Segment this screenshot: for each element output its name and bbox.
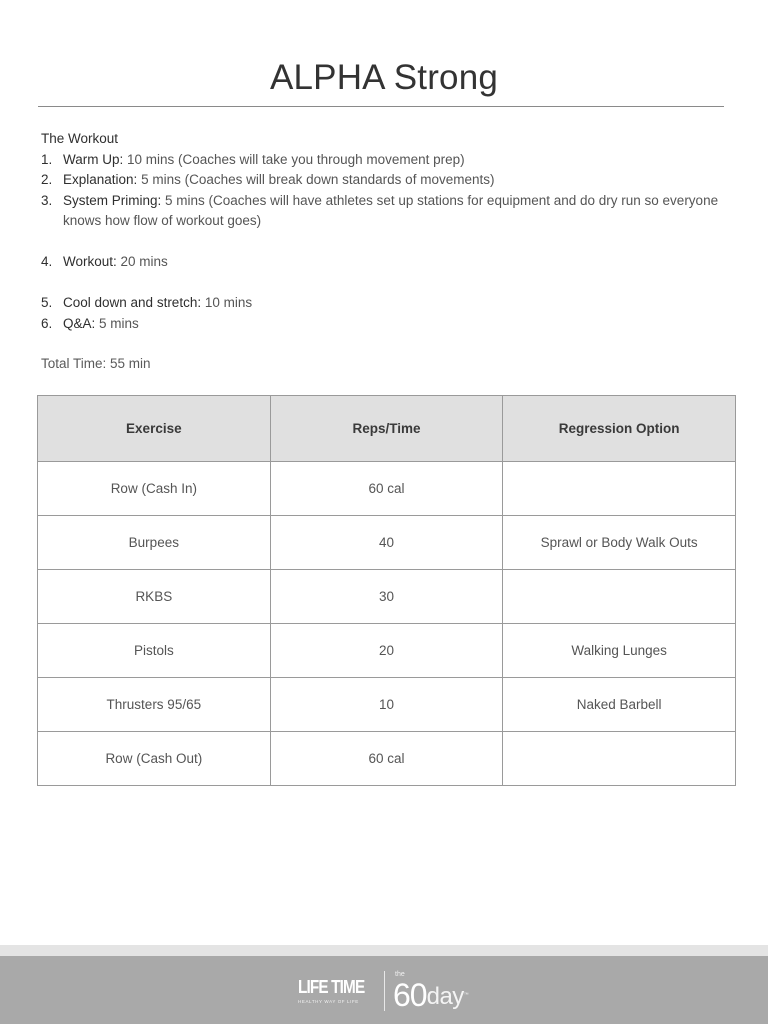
regression-cell bbox=[503, 570, 736, 624]
step-text: 5 mins bbox=[95, 315, 139, 331]
exercise-cell: Row (Cash In) bbox=[38, 462, 271, 516]
reps-time-cell: 60 cal bbox=[270, 462, 503, 516]
regression-cell: Sprawl or Body Walk Outs bbox=[503, 516, 736, 570]
step-number: 1. bbox=[41, 151, 53, 167]
column-header-exercise: Exercise bbox=[38, 396, 271, 462]
table-row bbox=[38, 516, 736, 570]
step-label: Explanation: bbox=[63, 172, 138, 187]
step-body bbox=[63, 150, 731, 171]
step-label: Q&A: bbox=[63, 315, 96, 331]
title-divider bbox=[38, 106, 724, 107]
step-body bbox=[63, 252, 731, 273]
workout-step bbox=[41, 314, 731, 335]
brand-name: LIFE TIME bbox=[298, 977, 365, 997]
footer-band bbox=[0, 945, 768, 956]
regression-cell bbox=[503, 462, 736, 516]
sixty-day-logo bbox=[385, 970, 469, 1012]
column-header-reps-time: Reps/Time bbox=[270, 396, 503, 462]
step-body bbox=[63, 170, 731, 191]
page-title: ALPHA Strong bbox=[269, 58, 499, 97]
lifetime-logo bbox=[298, 978, 384, 1004]
exercise-cell: Burpees bbox=[38, 516, 271, 570]
step-label: Warm Up: bbox=[63, 151, 124, 167]
table-row bbox=[38, 732, 736, 786]
regression-cell: Naked Barbell bbox=[503, 678, 736, 732]
table-row bbox=[38, 624, 736, 678]
step-body bbox=[63, 191, 731, 232]
step-number: 5. bbox=[41, 295, 53, 310]
step-text: 20 mins bbox=[116, 254, 168, 269]
table-header-row bbox=[38, 396, 736, 462]
workout-step bbox=[41, 191, 731, 232]
step-number: 6. bbox=[41, 315, 53, 331]
step-body bbox=[63, 314, 731, 335]
exercise-cell: Pistols bbox=[38, 624, 271, 678]
step-label: Workout: bbox=[63, 254, 117, 269]
total-time: Total Time: 55 min bbox=[41, 356, 151, 371]
regression-cell bbox=[503, 732, 736, 786]
workout-step bbox=[41, 150, 731, 171]
workout-heading: The Workout bbox=[41, 131, 119, 146]
step-text: 10 mins bbox=[201, 295, 253, 310]
reps-time-cell: 30 bbox=[270, 570, 503, 624]
reps-time-cell: 10 bbox=[270, 678, 503, 732]
step-text: 5 mins (Coaches will have athletes set up stations for equipment and do dry run so everyone knows how flow of workout goes) bbox=[63, 192, 719, 228]
exercise-table bbox=[37, 395, 736, 786]
column-header-regression-option: Regression Option bbox=[503, 396, 736, 462]
footer-logos bbox=[298, 970, 469, 1012]
list-spacer bbox=[41, 273, 731, 294]
trademark-mark: ™ bbox=[463, 992, 469, 998]
step-number: 2. bbox=[41, 172, 53, 187]
reps-time-cell: 60 cal bbox=[270, 732, 503, 786]
footer bbox=[0, 956, 768, 1024]
exercise-cell: Row (Cash Out) bbox=[38, 732, 271, 786]
step-number: 3. bbox=[41, 192, 53, 208]
table-row bbox=[38, 570, 736, 624]
step-text: 10 mins (Coaches will take you through movement prep) bbox=[123, 151, 465, 167]
workout-steps bbox=[41, 150, 731, 335]
step-body bbox=[63, 293, 731, 314]
program-word: day bbox=[426, 983, 464, 1010]
table-row bbox=[38, 462, 736, 516]
workout-section bbox=[41, 129, 731, 375]
workout-step bbox=[41, 293, 731, 314]
table-row bbox=[38, 678, 736, 732]
step-text: 5 mins (Coaches will break down standards of movements) bbox=[137, 172, 495, 187]
regression-cell: Walking Lunges bbox=[503, 624, 736, 678]
step-label: System Priming: bbox=[63, 192, 162, 208]
step-label: Cool down and stretch: bbox=[63, 295, 202, 310]
step-number: 4. bbox=[41, 254, 53, 269]
exercise-cell: Thrusters 95/65 bbox=[38, 678, 271, 732]
workout-step bbox=[41, 252, 731, 273]
brand-tagline: HEALTHY WAY OF LIFE bbox=[298, 999, 359, 1004]
workout-step bbox=[41, 170, 731, 191]
exercise-cell: RKBS bbox=[38, 570, 271, 624]
program-prefix: the bbox=[395, 971, 405, 978]
reps-time-cell: 40 bbox=[270, 516, 503, 570]
program-number: 60 bbox=[393, 977, 427, 1013]
reps-time-cell: 20 bbox=[270, 624, 503, 678]
list-spacer bbox=[41, 232, 731, 253]
